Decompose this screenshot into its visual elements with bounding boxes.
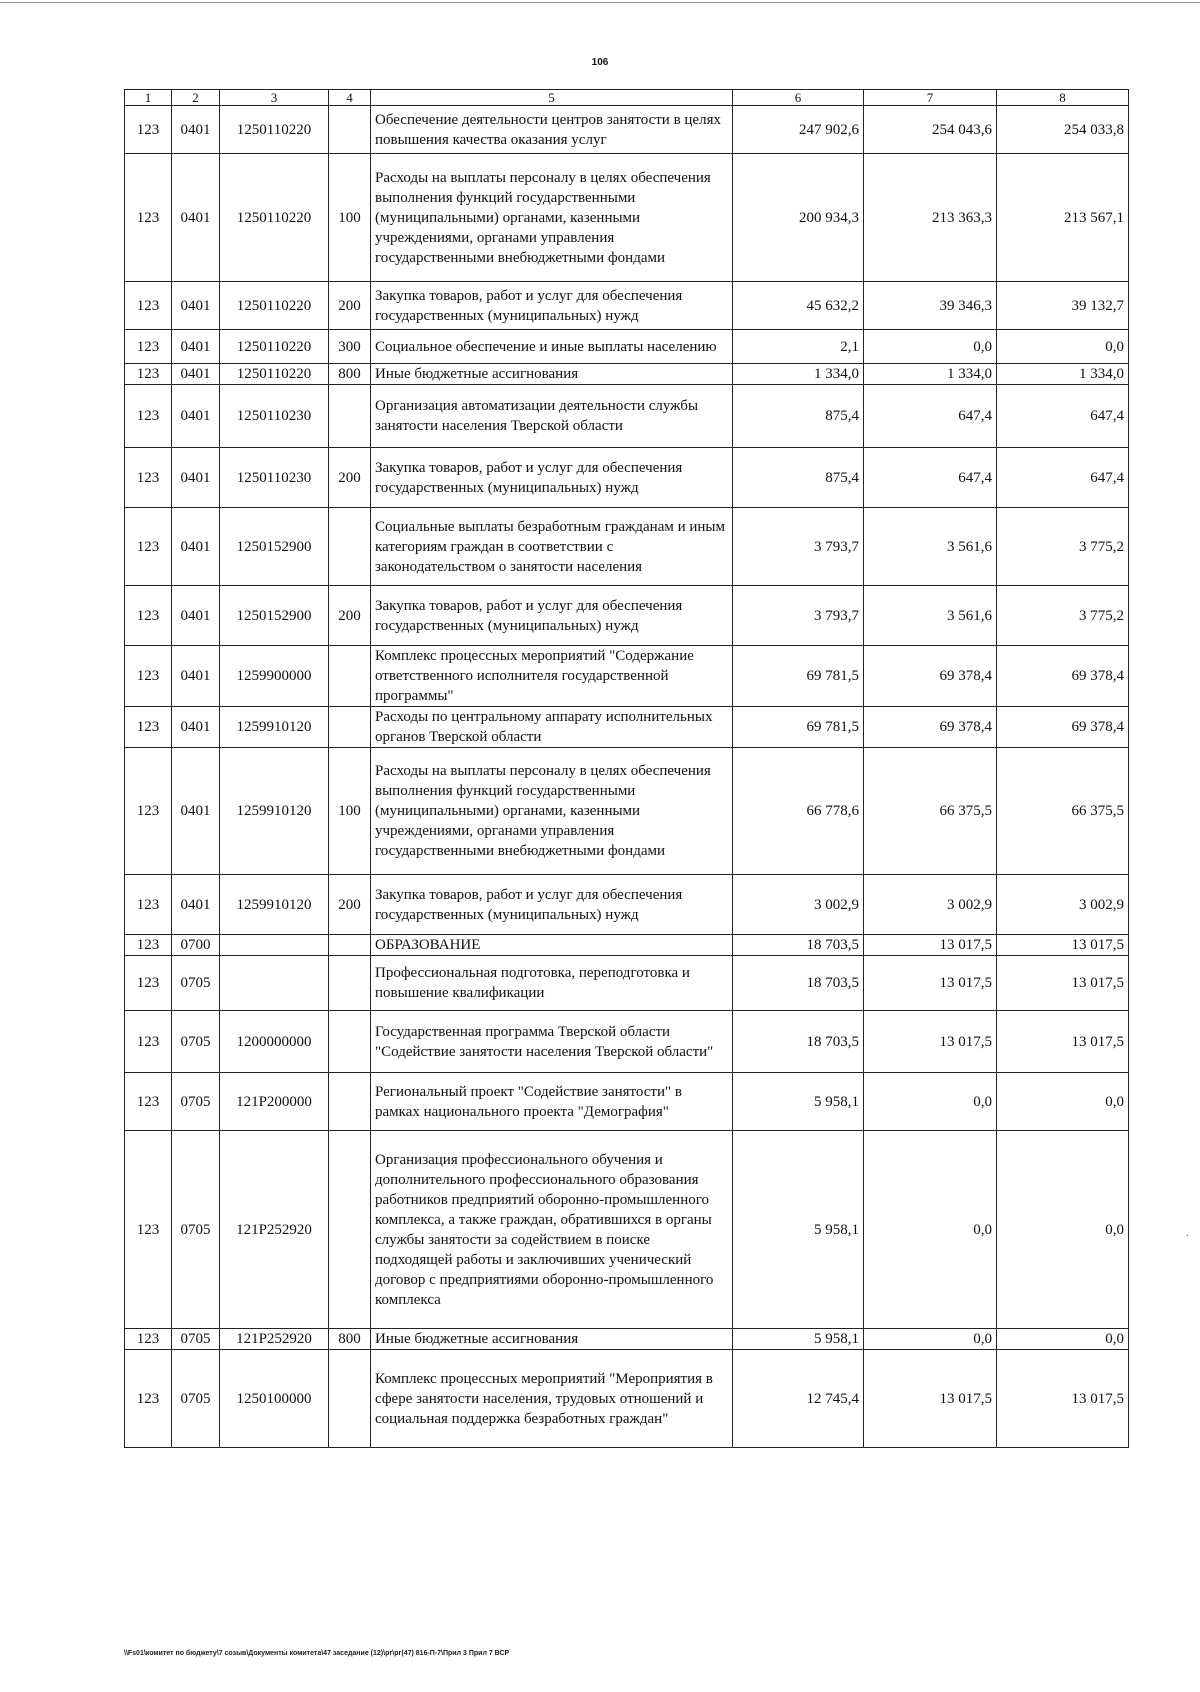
cell-admin-code: 123 bbox=[125, 448, 172, 508]
table-row bbox=[125, 748, 1129, 875]
top-scan-line bbox=[0, 2, 1200, 3]
cell-section-code: 0401 bbox=[172, 448, 220, 508]
cell-amount-col6: 69 781,5 bbox=[733, 646, 864, 707]
column-header-2: 2 bbox=[172, 90, 220, 106]
cell-description: Иные бюджетные ассигнования bbox=[371, 364, 733, 385]
cell-section-code: 0401 bbox=[172, 875, 220, 935]
cell-amount-col6: 69 781,5 bbox=[733, 707, 864, 748]
column-header-5: 5 bbox=[371, 90, 733, 106]
cell-target-code: 1250110220 bbox=[220, 282, 329, 330]
cell-amount-col8: 69 378,4 bbox=[997, 646, 1129, 707]
cell-amount-col6: 247 902,6 bbox=[733, 106, 864, 154]
cell-description: Закупка товаров, работ и услуг для обеспечения государственных (муниципальных) нужд bbox=[371, 875, 733, 935]
cell-amount-col7: 3 002,9 bbox=[864, 875, 997, 935]
cell-amount-col8: 647,4 bbox=[997, 448, 1129, 508]
cell-expense-type: 200 bbox=[329, 875, 371, 935]
cell-section-code: 0401 bbox=[172, 282, 220, 330]
cell-section-code: 0401 bbox=[172, 646, 220, 707]
cell-admin-code: 123 bbox=[125, 330, 172, 364]
cell-section-code: 0401 bbox=[172, 707, 220, 748]
cell-admin-code: 123 bbox=[125, 385, 172, 448]
cell-section-code: 0700 bbox=[172, 935, 220, 956]
cell-section-code: 0401 bbox=[172, 748, 220, 875]
cell-admin-code: 123 bbox=[125, 1329, 172, 1350]
cell-amount-col7: 39 346,3 bbox=[864, 282, 997, 330]
cell-amount-col7: 13 017,5 bbox=[864, 935, 997, 956]
cell-target-code: 1250110220 bbox=[220, 154, 329, 282]
cell-target-code: 1250110220 bbox=[220, 364, 329, 385]
cell-amount-col8: 69 378,4 bbox=[997, 707, 1129, 748]
cell-description: Комплекс процессных мероприятий "Содержание ответственного исполнителя государственной программы" bbox=[371, 646, 733, 707]
cell-section-code: 0401 bbox=[172, 364, 220, 385]
cell-amount-col7: 254 043,6 bbox=[864, 106, 997, 154]
cell-expense-type: 200 bbox=[329, 586, 371, 646]
cell-amount-col6: 18 703,5 bbox=[733, 935, 864, 956]
cell-expense-type bbox=[329, 1350, 371, 1448]
cell-target-code: 121P252920 bbox=[220, 1131, 329, 1329]
cell-section-code: 0705 bbox=[172, 1350, 220, 1448]
cell-expense-type bbox=[329, 1131, 371, 1329]
cell-section-code: 0401 bbox=[172, 330, 220, 364]
cell-amount-col6: 5 958,1 bbox=[733, 1329, 864, 1350]
cell-amount-col7: 3 561,6 bbox=[864, 586, 997, 646]
cell-amount-col6: 3 002,9 bbox=[733, 875, 864, 935]
side-mark: . bbox=[1186, 1228, 1189, 1239]
cell-target-code: 1259910120 bbox=[220, 748, 329, 875]
cell-amount-col8: 13 017,5 bbox=[997, 956, 1129, 1011]
cell-section-code: 0401 bbox=[172, 508, 220, 586]
cell-target-code bbox=[220, 956, 329, 1011]
cell-amount-col8: 0,0 bbox=[997, 1329, 1129, 1350]
table-row bbox=[125, 646, 1129, 707]
cell-amount-col6: 18 703,5 bbox=[733, 956, 864, 1011]
cell-description: Комплекс процессных мероприятий "Мероприятия в сфере занятости населения, трудовых отношений и социальная поддержка безработных граждан" bbox=[371, 1350, 733, 1448]
cell-amount-col7: 13 017,5 bbox=[864, 1011, 997, 1073]
cell-description: Организация автоматизации деятельности службы занятости населения Тверской области bbox=[371, 385, 733, 448]
cell-admin-code: 123 bbox=[125, 106, 172, 154]
cell-amount-col7: 0,0 bbox=[864, 1131, 997, 1329]
cell-description: Расходы на выплаты персоналу в целях обеспечения выполнения функций государственными (муниципальными) органами, казенными учреждениями, органами управления государственными внебюджетными фондами bbox=[371, 154, 733, 282]
cell-expense-type: 800 bbox=[329, 1329, 371, 1350]
table-row bbox=[125, 1329, 1129, 1350]
cell-admin-code: 123 bbox=[125, 935, 172, 956]
cell-amount-col7: 3 561,6 bbox=[864, 508, 997, 586]
cell-amount-col6: 1 334,0 bbox=[733, 364, 864, 385]
cell-description: Обеспечение деятельности центров занятости в целях повышения качества оказания услуг bbox=[371, 106, 733, 154]
table-row bbox=[125, 1011, 1129, 1073]
cell-description: Закупка товаров, работ и услуг для обеспечения государственных (муниципальных) нужд bbox=[371, 448, 733, 508]
cell-admin-code: 123 bbox=[125, 875, 172, 935]
cell-amount-col8: 39 132,7 bbox=[997, 282, 1129, 330]
cell-amount-col8: 3 775,2 bbox=[997, 508, 1129, 586]
table-row bbox=[125, 385, 1129, 448]
cell-target-code: 1250100000 bbox=[220, 1350, 329, 1448]
cell-description: Государственная программа Тверской области "Содействие занятости населения Тверской области" bbox=[371, 1011, 733, 1073]
table-row bbox=[125, 956, 1129, 1011]
cell-description: Расходы по центральному аппарату исполнительных органов Тверской области bbox=[371, 707, 733, 748]
cell-admin-code: 123 bbox=[125, 282, 172, 330]
cell-target-code: 1200000000 bbox=[220, 1011, 329, 1073]
cell-admin-code: 123 bbox=[125, 748, 172, 875]
cell-amount-col6: 200 934,3 bbox=[733, 154, 864, 282]
cell-amount-col8: 0,0 bbox=[997, 1131, 1129, 1329]
cell-expense-type bbox=[329, 707, 371, 748]
cell-admin-code: 123 bbox=[125, 956, 172, 1011]
cell-amount-col7: 13 017,5 bbox=[864, 1350, 997, 1448]
table-row bbox=[125, 875, 1129, 935]
budget-table bbox=[124, 89, 1129, 1448]
cell-target-code: 121P200000 bbox=[220, 1073, 329, 1131]
cell-target-code: 1259910120 bbox=[220, 707, 329, 748]
cell-description: ОБРАЗОВАНИЕ bbox=[371, 935, 733, 956]
cell-amount-col6: 18 703,5 bbox=[733, 1011, 864, 1073]
table-row bbox=[125, 154, 1129, 282]
cell-description: Закупка товаров, работ и услуг для обеспечения государственных (муниципальных) нужд bbox=[371, 586, 733, 646]
cell-target-code: 1250110220 bbox=[220, 330, 329, 364]
cell-amount-col8: 647,4 bbox=[997, 385, 1129, 448]
cell-expense-type: 100 bbox=[329, 154, 371, 282]
cell-amount-col8: 13 017,5 bbox=[997, 1011, 1129, 1073]
cell-target-code: 121P252920 bbox=[220, 1329, 329, 1350]
cell-amount-col7: 13 017,5 bbox=[864, 956, 997, 1011]
cell-amount-col7: 647,4 bbox=[864, 385, 997, 448]
cell-admin-code: 123 bbox=[125, 364, 172, 385]
column-header-1: 1 bbox=[125, 90, 172, 106]
cell-target-code: 1250110230 bbox=[220, 448, 329, 508]
cell-expense-type bbox=[329, 956, 371, 1011]
cell-amount-col6: 3 793,7 bbox=[733, 508, 864, 586]
cell-description: Региональный проект "Содействие занятости" в рамках национального проекта "Демография" bbox=[371, 1073, 733, 1131]
table-row bbox=[125, 330, 1129, 364]
cell-amount-col7: 647,4 bbox=[864, 448, 997, 508]
cell-admin-code: 123 bbox=[125, 1350, 172, 1448]
cell-expense-type bbox=[329, 935, 371, 956]
cell-amount-col6: 875,4 bbox=[733, 385, 864, 448]
cell-expense-type: 300 bbox=[329, 330, 371, 364]
cell-amount-col8: 66 375,5 bbox=[997, 748, 1129, 875]
cell-target-code: 1250110220 bbox=[220, 106, 329, 154]
cell-amount-col6: 45 632,2 bbox=[733, 282, 864, 330]
cell-amount-col8: 254 033,8 bbox=[997, 106, 1129, 154]
cell-amount-col7: 0,0 bbox=[864, 1329, 997, 1350]
cell-description: Профессиональная подготовка, переподготовка и повышение квалификации bbox=[371, 956, 733, 1011]
cell-section-code: 0401 bbox=[172, 586, 220, 646]
cell-amount-col8: 1 334,0 bbox=[997, 364, 1129, 385]
cell-amount-col7: 69 378,4 bbox=[864, 707, 997, 748]
cell-amount-col8: 0,0 bbox=[997, 1073, 1129, 1131]
cell-target-code bbox=[220, 935, 329, 956]
cell-description: Социальное обеспечение и иные выплаты населению bbox=[371, 330, 733, 364]
table-row bbox=[125, 364, 1129, 385]
column-header-7: 7 bbox=[864, 90, 997, 106]
cell-description: Иные бюджетные ассигнования bbox=[371, 1329, 733, 1350]
cell-section-code: 0705 bbox=[172, 1329, 220, 1350]
cell-amount-col6: 5 958,1 bbox=[733, 1073, 864, 1131]
cell-amount-col8: 13 017,5 bbox=[997, 935, 1129, 956]
table-row bbox=[125, 508, 1129, 586]
cell-section-code: 0705 bbox=[172, 1073, 220, 1131]
cell-expense-type: 200 bbox=[329, 448, 371, 508]
cell-admin-code: 123 bbox=[125, 646, 172, 707]
cell-amount-col6: 2,1 bbox=[733, 330, 864, 364]
cell-admin-code: 123 bbox=[125, 586, 172, 646]
cell-description: Социальные выплаты безработным гражданам и иным категориям граждан в соответствии с законодательством о занятости населения bbox=[371, 508, 733, 586]
cell-target-code: 1259910120 bbox=[220, 875, 329, 935]
cell-section-code: 0401 bbox=[172, 154, 220, 282]
cell-admin-code: 123 bbox=[125, 1011, 172, 1073]
table-row bbox=[125, 935, 1129, 956]
cell-target-code: 1250152900 bbox=[220, 508, 329, 586]
table-row bbox=[125, 282, 1129, 330]
cell-expense-type bbox=[329, 1011, 371, 1073]
column-header-6: 6 bbox=[733, 90, 864, 106]
cell-admin-code: 123 bbox=[125, 1131, 172, 1329]
cell-expense-type bbox=[329, 1073, 371, 1131]
cell-admin-code: 123 bbox=[125, 1073, 172, 1131]
cell-expense-type bbox=[329, 646, 371, 707]
cell-section-code: 0401 bbox=[172, 385, 220, 448]
cell-amount-col7: 213 363,3 bbox=[864, 154, 997, 282]
table-row bbox=[125, 586, 1129, 646]
cell-amount-col8: 0,0 bbox=[997, 330, 1129, 364]
cell-section-code: 0705 bbox=[172, 956, 220, 1011]
cell-amount-col8: 3 775,2 bbox=[997, 586, 1129, 646]
page-number: 106 bbox=[591, 57, 609, 68]
cell-section-code: 0705 bbox=[172, 1131, 220, 1329]
cell-amount-col8: 213 567,1 bbox=[997, 154, 1129, 282]
cell-description: Расходы на выплаты персоналу в целях обеспечения выполнения функций государственными (муниципальными) органами, казенными учреждениями, органами управления государственными внебюджетными фондами bbox=[371, 748, 733, 875]
cell-amount-col8: 13 017,5 bbox=[997, 1350, 1129, 1448]
cell-expense-type: 800 bbox=[329, 364, 371, 385]
cell-amount-col6: 5 958,1 bbox=[733, 1131, 864, 1329]
table-row bbox=[125, 448, 1129, 508]
cell-target-code: 1250110230 bbox=[220, 385, 329, 448]
cell-expense-type bbox=[329, 106, 371, 154]
cell-section-code: 0401 bbox=[172, 106, 220, 154]
table-row bbox=[125, 1131, 1129, 1329]
cell-expense-type bbox=[329, 508, 371, 586]
cell-expense-type: 200 bbox=[329, 282, 371, 330]
cell-amount-col6: 66 778,6 bbox=[733, 748, 864, 875]
column-header-4: 4 bbox=[329, 90, 371, 106]
table-row bbox=[125, 1350, 1129, 1448]
cell-admin-code: 123 bbox=[125, 154, 172, 282]
header-row bbox=[125, 90, 1129, 106]
cell-amount-col7: 0,0 bbox=[864, 1073, 997, 1131]
cell-description: Закупка товаров, работ и услуг для обеспечения государственных (муниципальных) нужд bbox=[371, 282, 733, 330]
footer-file-path: \\Fs01\комитет по бюджету\7 созыв\Документы комитета\47 заседание (12)\рг\рг(47) 816-П-7\Прил 3 Прил 7 ВСР bbox=[124, 1650, 510, 1657]
cell-admin-code: 123 bbox=[125, 707, 172, 748]
cell-description: Организация профессионального обучения и дополнительного профессионального образования работников предприятий оборонно-промышленного комплекса, а также граждан, обратившихся в органы службы занятости за содействием в поиске подходящей работы и заключивших ученический договор с предприятиями оборонно-промышленного комплекса bbox=[371, 1131, 733, 1329]
cell-expense-type bbox=[329, 385, 371, 448]
table-row bbox=[125, 1073, 1129, 1131]
column-header-3: 3 bbox=[220, 90, 329, 106]
cell-amount-col7: 66 375,5 bbox=[864, 748, 997, 875]
cell-section-code: 0705 bbox=[172, 1011, 220, 1073]
cell-target-code: 1250152900 bbox=[220, 586, 329, 646]
cell-amount-col8: 3 002,9 bbox=[997, 875, 1129, 935]
cell-amount-col7: 1 334,0 bbox=[864, 364, 997, 385]
column-header-8: 8 bbox=[997, 90, 1129, 106]
cell-amount-col7: 69 378,4 bbox=[864, 646, 997, 707]
cell-amount-col7: 0,0 bbox=[864, 330, 997, 364]
table-row bbox=[125, 707, 1129, 748]
cell-admin-code: 123 bbox=[125, 508, 172, 586]
cell-amount-col6: 12 745,4 bbox=[733, 1350, 864, 1448]
cell-amount-col6: 875,4 bbox=[733, 448, 864, 508]
cell-amount-col6: 3 793,7 bbox=[733, 586, 864, 646]
cell-expense-type: 100 bbox=[329, 748, 371, 875]
cell-target-code: 1259900000 bbox=[220, 646, 329, 707]
table-row bbox=[125, 106, 1129, 154]
